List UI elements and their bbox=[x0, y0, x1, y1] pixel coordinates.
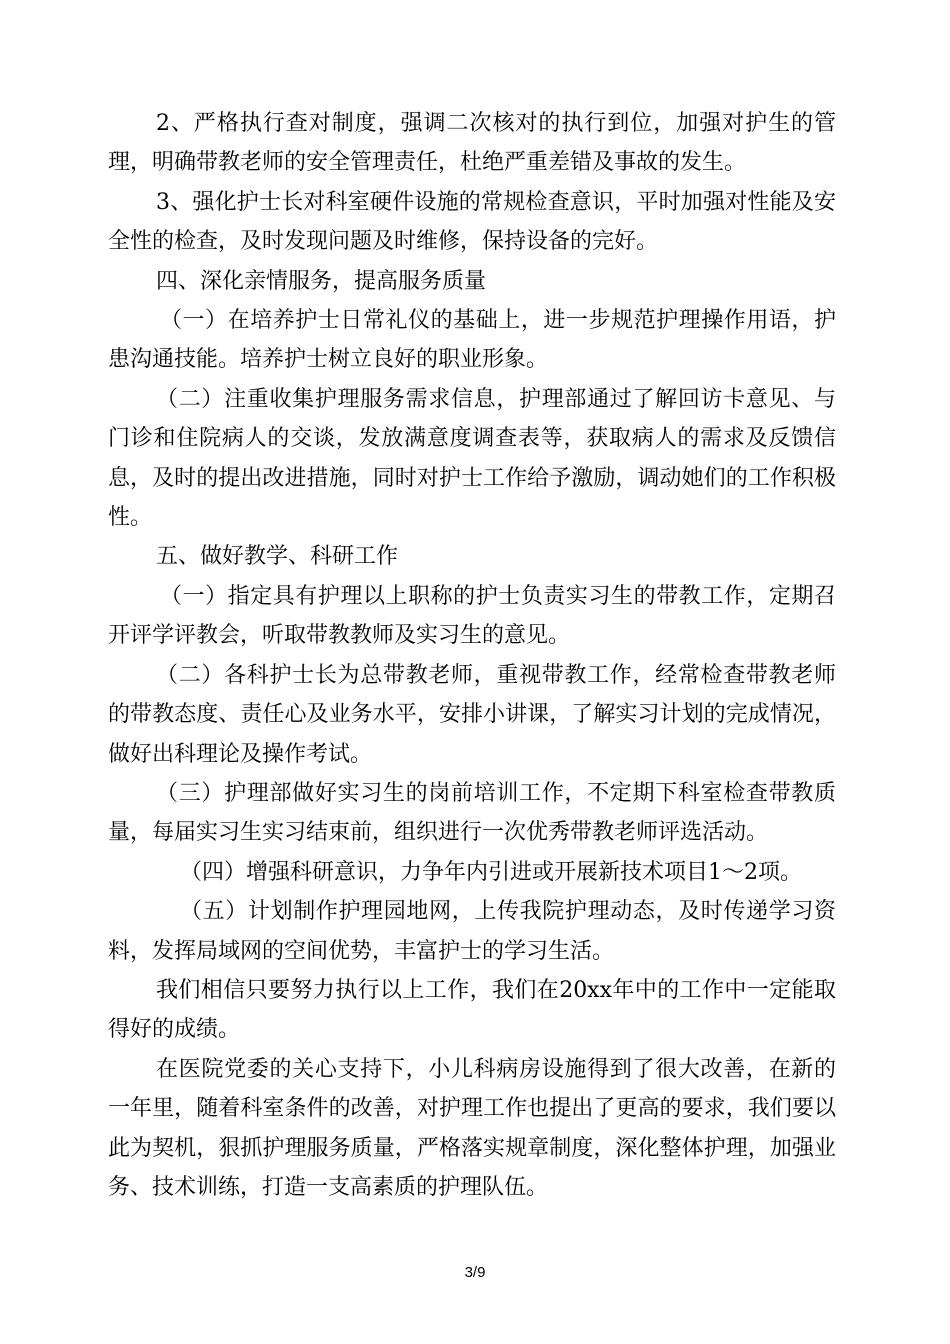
paragraph-5-3: （三）护理部做好实习生的岗前培训工作，不定期下科室检查带教质量，每届实习生实习结束前，组织进行一次优秀带教老师评选活动。 bbox=[108, 780, 836, 846]
paragraph-5-5: （五）计划制作护理园地网，上传我院护理动态，及时传递学习资料，发挥局域网的空间优势，丰富护士的学习生活。 bbox=[108, 899, 836, 964]
paragraph-5-2: （二）各科护士长为总带教老师，重视带教工作，经常检查带教老师的带教态度、责任心及业务水平，安排小讲课，了解实习计划的完成情况，做好出科理论及操作考试。 bbox=[108, 662, 836, 767]
paragraph-5-1: （一）指定具有护理以上职称的护士负责实习生的带教工作，定期召开评学评教会，听取带教教师及实习生的意见。 bbox=[108, 583, 836, 649]
page-number: 3/9 bbox=[464, 1264, 486, 1281]
closing-paragraph: 我们相信只要努力执行以上工作，我们在20xx年中的工作中一定能取得好的成绩。 bbox=[108, 977, 836, 1043]
section-heading-5: 五、做好教学、科研工作 bbox=[156, 544, 399, 570]
document-body bbox=[108, 104, 836, 1207]
paragraph-4-2: （二）注重收集护理服务需求信息，护理部通过了解回访卡意见、与门诊和住院病人的交谈，发放满意度调查表等，获取病人的需求及反馈信息，及时的提出改进措施，同时对护士工作给予激励，调动她们的工作积极性。 bbox=[108, 386, 836, 531]
paragraph-item-2: 2、严格执行查对制度，强调二次核对的执行到位，加强对护生的管理，明确带教老师的安全管理责任，杜绝严重差错及事故的发生。 bbox=[108, 111, 836, 176]
paragraph-4-1: （一）在培养护士日常礼仪的基础上，进一步规范护理操作用语，护患沟通技能。培养护士树立良好的职业形象。 bbox=[108, 308, 836, 373]
summary-paragraph: 在医院党委的关心支持下，小儿科病房设施得到了很大改善，在新的一年里，随着科室条件的改善，对护理工作也提出了更高的要求，我们要以此为契机，狠抓护理服务质量，严格落实规章制度，深化整体护理，加强业务、技术训练，打造一支高素质的护理队伍。 bbox=[108, 1056, 836, 1200]
section-heading-4: 四、深化亲情服务，提高服务质量 bbox=[156, 268, 487, 294]
paragraph-5-4: （四）增强科研意识，力争年内引进或开展新技术项目1～2项。 bbox=[180, 859, 802, 885]
paragraph-item-3: 3、强化护士长对科室硬件设施的常规检查意识，平时加强对性能及安全性的检查，及时发现问题及时维修，保持设备的完好。 bbox=[108, 189, 836, 255]
